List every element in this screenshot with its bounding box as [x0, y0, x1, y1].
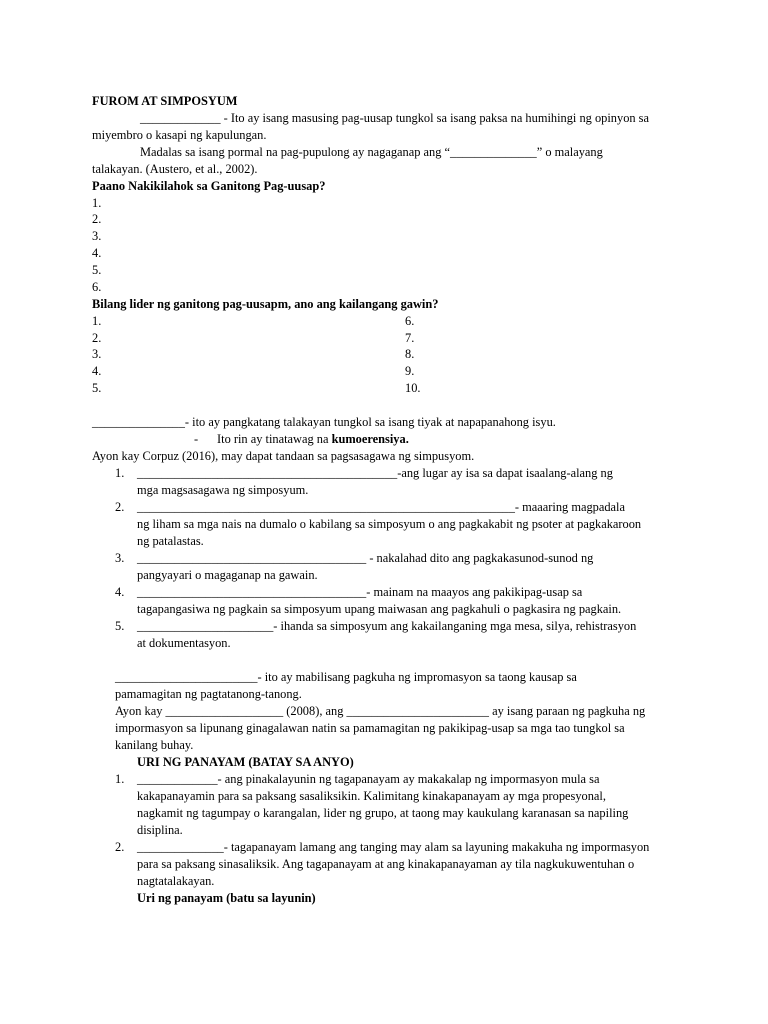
- symposium-item-line: ng liham sa mga nais na dumalo o kabilang sa simposyum o ang pagkakabit ng psoter at pagkakaroon: [137, 517, 642, 531]
- question2-item-left: 5.: [92, 381, 102, 395]
- symposium-item-number: 2.: [115, 500, 125, 514]
- question1-item: 4.: [92, 246, 102, 260]
- question1-item: 5.: [92, 263, 102, 277]
- panayam-item-number: 1.: [115, 772, 125, 786]
- question1-item: 1.: [92, 196, 102, 210]
- question2-heading: Bilang lider ng ganitong pag-uusapm, ano ang kailangang gawin?: [92, 297, 439, 311]
- symposium-item-number: 4.: [115, 585, 125, 599]
- panayam-item-line: _____________- ang pinakalayunin ng tagapanayam ay makakalap ng impormasyon mula sa: [137, 772, 600, 786]
- panayam-item-line: para sa paksang sinasaliksik. Ang tagapanayam at ang kinakapanayaman ay tila nagkukuwentuhan o: [137, 857, 635, 871]
- question2-item-right: 8.: [405, 347, 415, 361]
- panayam-ayon-line2: impormasyon sa lipunang ginagalawan natin sa pamamagitan ng pakikipag-usap sa mga tao tungkol sa: [115, 721, 625, 735]
- panayam-ayon-line3: kanilang buhay.: [115, 738, 194, 752]
- question1-item: 2.: [92, 212, 102, 226]
- panayam-item-line: ______________- tagapanayam lamang ang tanging may alam sa layuning makakuha ng impormasyon: [137, 840, 650, 854]
- question1-item: 6.: [92, 280, 102, 294]
- page-title: FUROM AT SIMPOSYUM: [92, 94, 238, 108]
- symposium-item-number: 1.: [115, 466, 125, 480]
- symposium-ayon: Ayon kay Corpuz (2016), may dapat tandaan sa pagsasagawa ng simpusyom.: [92, 449, 475, 463]
- symposium-item-line: ______________________- ihanda sa simposyum ang kakailanganing mga mesa, silya, rehistrasyon: [137, 619, 637, 633]
- symposium-item-line: __________________________________________-ang lugar ay isa sa dapat isaalang-alang ng: [137, 466, 613, 480]
- symposium-bullet: Ito rin ay tinatawag na kumoerensiya.: [217, 432, 409, 446]
- uri-ng-panayam-layunin-heading: Uri ng panayam (batu sa layunin): [137, 891, 316, 905]
- question2-item-left: 2.: [92, 331, 102, 345]
- forum-paragraph-line2: talakayan. (Austero, et al., 2002).: [92, 162, 258, 176]
- panayam-item-number: 2.: [115, 840, 125, 854]
- symposium-item-number: 5.: [115, 619, 125, 633]
- question2-item-left: 1.: [92, 314, 102, 328]
- symposium-item-line: at dokumentasyon.: [137, 636, 231, 650]
- symposium-item-line: mga magsasagawa ng simposyum.: [137, 483, 309, 497]
- panayam-ayon-line1: Ayon kay ___________________ (2008), ang _______________________ ay isang paraan ng pagkuha ng: [115, 704, 646, 718]
- panayam-definition-line1: _______________________- ito ay mabilisang pagkuha ng impromasyon sa taong kausap sa: [115, 670, 577, 684]
- symposium-item-line: tagapangasiwa ng pagkain sa simposyum upang maiwasan ang pagkahuli o pagkasira ng pagkain.: [137, 602, 622, 616]
- panayam-item-line: disiplina.: [137, 823, 183, 837]
- question2-item-right: 10.: [405, 381, 421, 395]
- question2-item-left: 4.: [92, 364, 102, 378]
- panayam-item-line: kakapanayamin para sa paksang sasaliksikin. Kalimitang kinakapanayam ay mga propesyonal,: [137, 789, 606, 803]
- question2-item-left: 3.: [92, 347, 102, 361]
- symposium-definition: _______________- ito ay pangkatang talakayan tungkol sa isang tiyak at napapanahong isyu.: [92, 415, 556, 429]
- symposium-item-line: _____________________________________ - nakalahad dito ang pagkakasunod-sunod ng: [137, 551, 594, 565]
- question2-item-right: 9.: [405, 364, 415, 378]
- symposium-item-line: _____________________________________- mainam na maayos ang pakikipag-usap sa: [137, 585, 583, 599]
- symposium-bullet-dash: -: [194, 432, 199, 446]
- uri-ng-panayam-heading: URI NG PANAYAM (BATAY SA ANYO): [137, 755, 354, 769]
- forum-definition-line2: miyembro o kasapi ng kapulungan.: [92, 128, 267, 142]
- symposium-item-line: _____________________________________________________________- maaaring magpadala: [137, 500, 625, 514]
- symposium-item-number: 3.: [115, 551, 125, 565]
- forum-paragraph-line1: Madalas sa isang pormal na pag-pupulong ay nagaganap ang “______________” o malayang: [140, 145, 603, 159]
- forum-definition-line1: _____________ - Ito ay isang masusing pag-uusap tungkol sa isang paksa na humihingi ng opinyon sa: [140, 111, 649, 125]
- panayam-definition-line2: pamamagitan ng pagtatanong-tanong.: [115, 687, 302, 701]
- question2-item-right: 7.: [405, 331, 415, 345]
- symposium-item-line: pangyayari o magaganap na gawain.: [137, 568, 318, 582]
- question2-item-right: 6.: [405, 314, 415, 328]
- question1-heading: Paano Nakikilahok sa Ganitong Pag-uusap?: [92, 179, 326, 193]
- question1-item: 3.: [92, 229, 102, 243]
- forum-blank[interactable]: _____________: [140, 111, 221, 125]
- panayam-item-line: nagkamit ng tagumpay o karangalan, lider ng grupo, at taong may kaukulang karanasan sa napiling: [137, 806, 629, 820]
- symposium-item-line: ng patalastas.: [137, 534, 204, 548]
- panayam-item-line: nagtatalakayan.: [137, 874, 215, 888]
